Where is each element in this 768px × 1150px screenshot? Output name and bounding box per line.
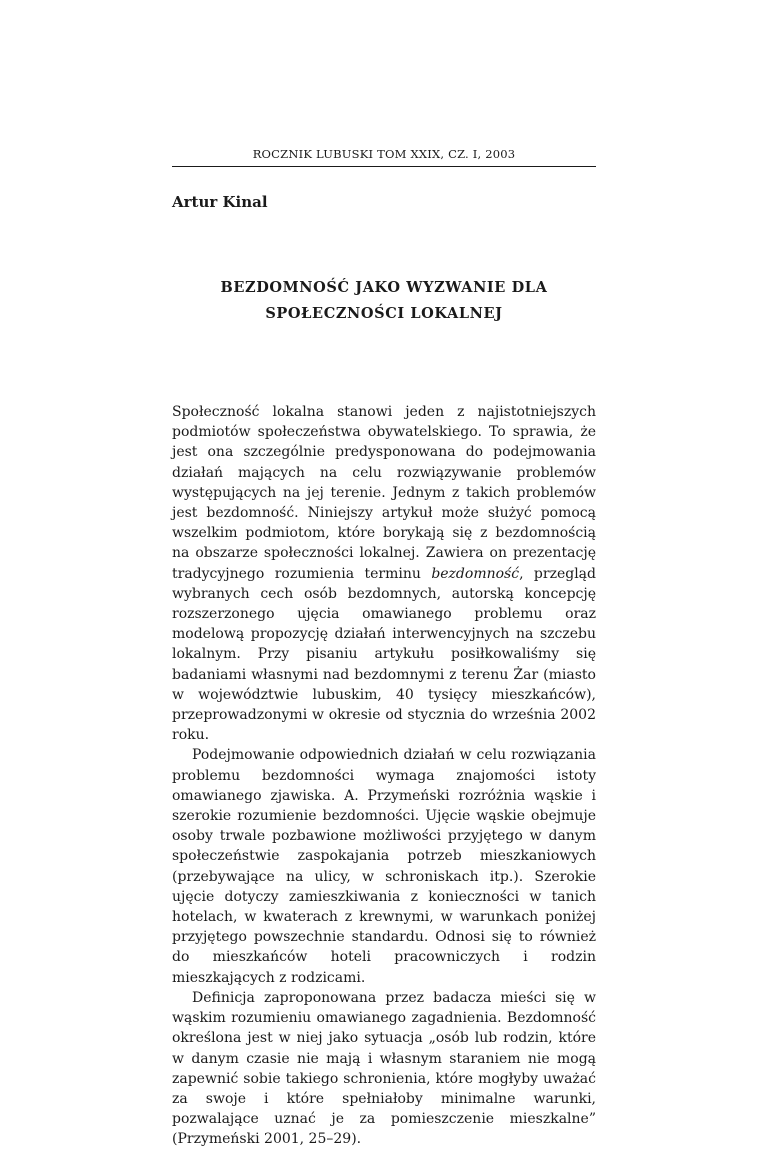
title-line-1: BEZDOMNOŚĆ JAKO WYZWANIE DLA	[220, 279, 548, 296]
paragraph-1-text-a: Społeczność lokalna stanowi jeden z najistotniejszych podmiotów społeczeństwa obywatelskiego. To sprawia, że jest ona szczególnie predysponowana do podejmowania działań mających na celu rozwiązywanie problemów występujących na jej terenie. Jednym z takich problemów jest bezdomność. Niniejszy artykuł może służyć pomocą wszelkim podmiotom, które borykają się z bezdomnością na obszarze społeczności lokalnej. Zawiera on prezentację tradycyjnego rozumienia terminu	[172, 404, 596, 582]
article-body	[172, 402, 596, 1150]
paragraph-1-emphasis: bezdomność	[431, 565, 520, 582]
paragraph-3: Definicja zaproponowana przez badacza mieści się w wąskim rozumieniu omawianego zagadnienia. Bezdomność określona jest w niej jako sytuacja „osób lub rodzin, które w danym czasie nie mają i własnym staraniem nie mogą zapewnić sobie takiego schronienia, które mogłyby uważać za swoje i które spełniałoby minimalne warunki, pozwalające uznać je za pomieszczenie mieszkalne” (Przymeński 2001, 25–29).	[172, 989, 596, 1148]
article-title	[172, 275, 596, 327]
header-rule	[172, 166, 596, 167]
paragraph-1-text-b: , przegląd wybranych cech osób bezdomnych, autorską koncepcję rozszerzonego ujęcia omawianego problemu oraz modelową propozycję działań interwencyjnych na szczebu lokalnym. Przy pisaniu artykułu posiłkowaliśmy się badaniami własnymi nad bezdomnymi z terenu Żar (miasto w województwie lubuskim, 40 tysięcy mieszkańców), przeprowadzonymi w okresie od stycznia do września 2002 roku.	[172, 565, 596, 744]
author-name: Artur Kinal	[172, 193, 268, 211]
paragraph-1	[172, 402, 596, 745]
title-line-2: SPOŁECZNOŚCI LOKALNEJ	[265, 305, 503, 322]
paragraph-2: Podejmowanie odpowiednich działań w celu rozwiązania problemu bezdomności wymaga znajomości istoty omawianego zjawiska. A. Przymeński rozróżnia wąskie i szerokie rozumienie bezdomności. Ujęcie wąskie obejmuje osoby trwale pozbawione możliwości przyjętego w danym społeczeństwie zaspokajania potrzeb mieszkaniowych (przebywające na ulicy, w schroniskach itp.). Szerokie ujęcie dotyczy zamieszkiwania z konieczności w tanich hotelach, w kwaterach z krewnymi, w warunkach poniżej przyjętego powszechnie standardu. Odnosi się to również do mieszkańców hoteli pracowniczych i rodzin mieszkających z rodzicami.	[172, 747, 596, 986]
running-head: ROCZNIK LUBUSKI TOM XXIX, CZ. I, 2003	[252, 147, 516, 161]
